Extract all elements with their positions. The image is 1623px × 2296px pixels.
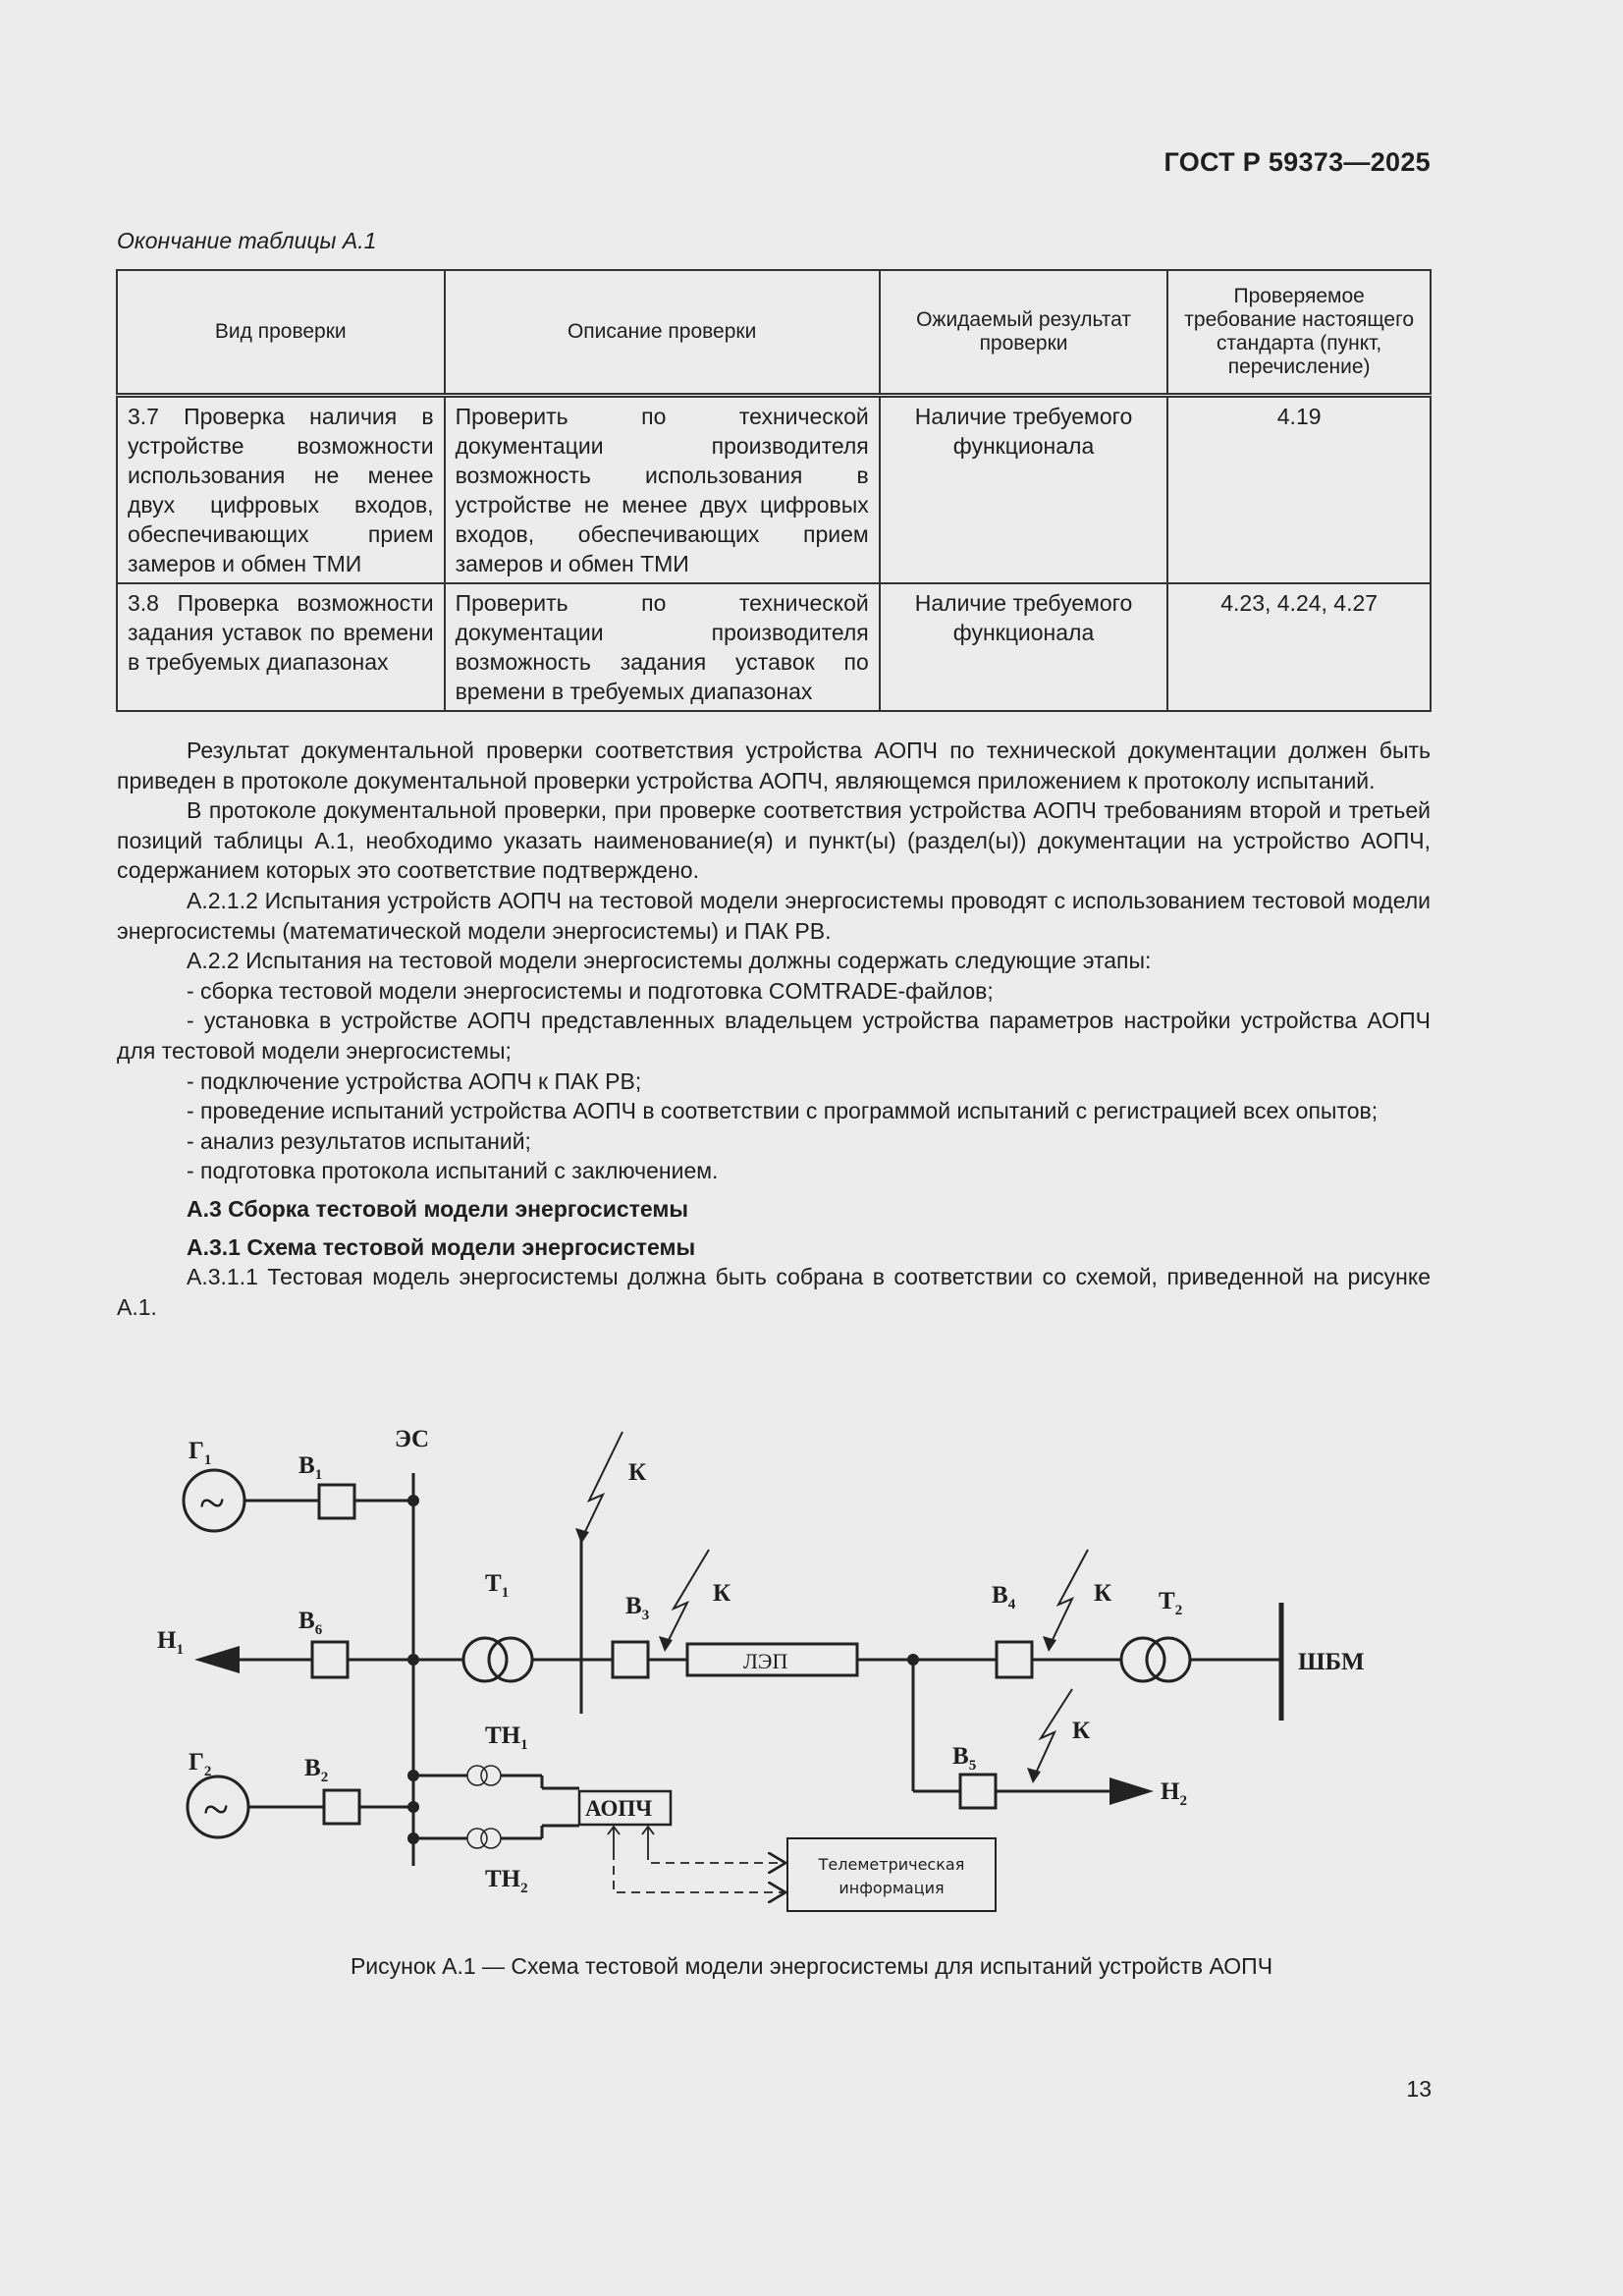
requirement-cell: 4.23, 4.24, 4.27: [1167, 583, 1431, 711]
result-cell: Наличие требуемого функционала: [880, 396, 1168, 584]
transformer-t1: [463, 1638, 507, 1681]
label-b1: $В_1$: [298, 1452, 323, 1483]
label-b6: $В_6$: [298, 1608, 323, 1638]
list-item: - сборка тестовой модели энергосистемы и подготовка COMTRADE-файлов;: [187, 977, 994, 1004]
table-caption: Окончание таблицы А.1: [117, 228, 377, 253]
list-item: - анализ результатов испытаний;: [187, 1127, 531, 1154]
label-k: К: [1094, 1580, 1112, 1607]
table-header-row: [117, 270, 1431, 396]
document-id: ГОСТ Р 59373—2025: [1163, 147, 1431, 177]
transformer-t2: [1121, 1638, 1164, 1681]
label-k: К: [628, 1459, 647, 1486]
label-k: К: [713, 1580, 731, 1607]
paragraph: А.2.1.2 Испытания устройств АОПЧ на тестовой модели энергосистемы проводят с использованием тестовой модели энергосистемы (математической модели энергосистемы) и ПАК РВ.: [117, 887, 1431, 944]
label-b2: $В_2$: [304, 1755, 329, 1785]
breaker-b6: [312, 1642, 348, 1677]
label-b4: $В_4$: [992, 1582, 1016, 1613]
list-item: - проведение испытаний устройства АОПЧ в соответствии с программой испытаний с регистрацией всех опытов;: [187, 1098, 1379, 1124]
label-aopch: АОПЧ: [585, 1796, 653, 1821]
label-shbm: ШБМ: [1298, 1649, 1365, 1675]
breaker-b2: [324, 1790, 359, 1824]
power-system-diagram: [137, 1414, 1394, 1925]
requirement-cell: 4.19: [1167, 396, 1431, 584]
page-number: 13: [1406, 2076, 1432, 2102]
label-es: ЭС: [395, 1426, 430, 1452]
table-row: [117, 583, 1431, 711]
list-item: - установка в устройстве АОПЧ представленных владельцем устройства параметров настройки устройства АОПЧ для тестовой модели энергосистемы;: [117, 1008, 1431, 1064]
label-g1: $Г_1$: [189, 1438, 212, 1468]
body-text: [117, 736, 1431, 1322]
list-item: - подключение устройства АОПЧ к ПАК РВ;: [187, 1067, 642, 1094]
breaker-b5: [960, 1775, 996, 1808]
paragraph: А.2.2 Испытания на тестовой модели энергосистемы должны содержать следующие этапы:: [187, 948, 1152, 974]
fault-k-icon: [1049, 1550, 1088, 1648]
requirements-table: [116, 269, 1432, 712]
tilde-g2: ~: [203, 1783, 229, 1835]
label-tn2: $ТН_2$: [485, 1866, 528, 1896]
header-cell: Описание проверки: [445, 270, 880, 396]
telemetry-box: [787, 1838, 996, 1911]
description-cell: Проверить по технической документации производителя возможность задания уставок по времени в требуемых диапазонах: [445, 583, 880, 711]
tilde-g1: ~: [199, 1477, 225, 1529]
label-g2: $Г_2$: [189, 1749, 212, 1779]
description-cell: Проверить по технической документации производителя возможность использования в устройстве не менее двух цифровых входов, обеспечивающих прием замеров и обмен ТМИ: [445, 396, 880, 584]
paragraph: Результат документальной проверки соответствия устройства АОПЧ по технической документации должен быть приведен в протоколе документальной проверки устройства АОПЧ, являющемся приложением к протоколу испытаний.: [117, 738, 1431, 793]
fault-k-icon: [1033, 1689, 1072, 1779]
header-cell: Вид проверки: [117, 270, 445, 396]
header-cell: Ожидаемый результат проверки: [880, 270, 1168, 396]
label-t2: $Т_2$: [1159, 1588, 1183, 1618]
breaker-b3: [613, 1642, 648, 1677]
figure-caption: Рисунок А.1 — Схема тестовой модели энергосистемы для испытаний устройств АОПЧ: [350, 1953, 1273, 1979]
label-tn1: $ТН_1$: [485, 1722, 528, 1753]
fault-k-icon: [665, 1550, 709, 1648]
fault-k-icon: [581, 1432, 622, 1540]
result-cell: Наличие требуемого функционала: [880, 583, 1168, 711]
breaker-b4: [997, 1642, 1032, 1677]
header-cell: Проверяемое требование настоящего стандарта (пункт, перечисление): [1167, 270, 1431, 396]
label-b3: $В_3$: [625, 1593, 650, 1623]
label-k: К: [1072, 1718, 1091, 1744]
telemetry-label-line1: Телеметрическая: [818, 1855, 965, 1874]
section-heading: А.3 Сборка тестовой модели энергосистемы: [187, 1195, 689, 1222]
paragraph: А.3.1.1 Тестовая модель энергосистемы должна быть собрана в соответствии со схемой, приведенной на рисунке А.1.: [117, 1264, 1431, 1320]
label-n1: $Н_1$: [157, 1627, 184, 1658]
breaker-b1: [319, 1485, 354, 1518]
paragraph: В протоколе документальной проверки, при проверке соответствия устройства АОПЧ требованиям второй и третьей позиций таблицы А.1, необходимо указать наименование(я) и пункт(ы) (раздел(ы)) документации на устройство АОПЧ, содержанием которых это соответствие подтверждено.: [117, 797, 1431, 884]
subsection-heading: А.3.1 Схема тестовой модели энергосистемы: [187, 1233, 696, 1260]
load-n2-arrow: [1109, 1777, 1154, 1805]
list-item: - подготовка протокола испытаний с заключением.: [187, 1158, 719, 1184]
check-cell: 3.7 Проверка наличия в устройстве возможности использования не менее двух цифровых входов, обеспечивающих прием замеров и обмен ТМИ: [117, 396, 445, 584]
table-row: [117, 396, 1431, 584]
label-t1: $Т_1$: [485, 1570, 510, 1601]
label-b5: $В_5$: [952, 1743, 977, 1774]
label-lep: ЛЭП: [743, 1649, 788, 1673]
check-cell: 3.8 Проверка возможности задания уставок по времени в требуемых диапазонах: [117, 583, 445, 711]
load-n1-arrow: [194, 1646, 240, 1673]
label-n2: $Н_2$: [1161, 1778, 1187, 1809]
telemetry-label-line2: информация: [839, 1879, 945, 1897]
